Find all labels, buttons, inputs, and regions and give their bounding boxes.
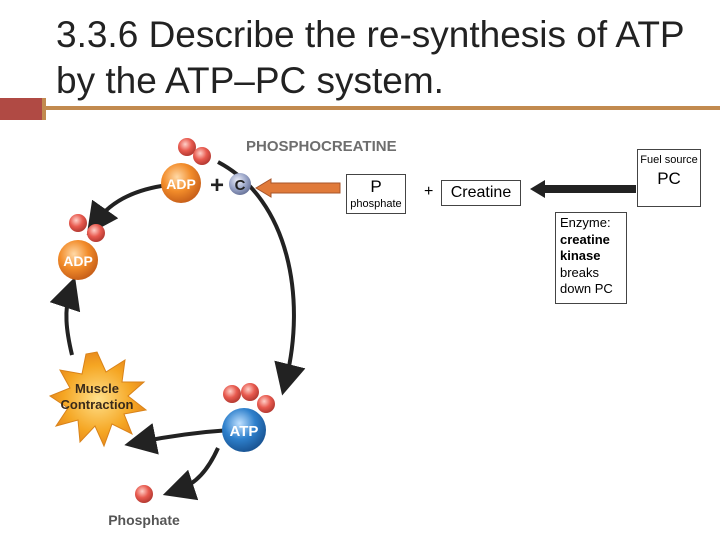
enzyme-prefix: Enzyme:	[560, 215, 611, 230]
enzyme-box	[555, 212, 627, 304]
plus-sign: +	[424, 183, 434, 200]
slide-title: 3.3.6 Describe the re-synthesis of ATP by the ATP–PC system.	[56, 14, 684, 101]
arrow-left-to-adp	[66, 292, 72, 355]
arrow-atp-to-muscle	[140, 430, 230, 442]
creatine-molecule	[229, 173, 251, 195]
adp-left-label: ADP	[63, 253, 93, 269]
phosphate-molecule	[108, 485, 180, 528]
enzyme-suffix-1: breaks	[560, 264, 600, 280]
arrow-top-to-right	[218, 162, 294, 380]
muscle-label-line2: Contraction	[60, 397, 134, 412]
phosphate-word: phosphate	[350, 198, 402, 210]
creatine-circle-label: C	[234, 177, 246, 194]
muscle-contraction-burst	[50, 352, 146, 446]
fuel-source-label: Fuel source	[640, 154, 698, 166]
adp-left-molecule	[58, 214, 105, 280]
fuel-pc-label: PC	[657, 169, 681, 188]
orange-arrow-left	[256, 179, 340, 197]
plus-sign-figure: +	[209, 172, 225, 199]
muscle-label-line1: Muscle	[74, 381, 120, 396]
adp-top-molecule	[161, 138, 211, 203]
enzyme-suffix-2: down PC	[560, 281, 613, 297]
black-arrow-left	[530, 180, 636, 198]
phosphate-letter: P	[370, 177, 382, 196]
enzyme-name-1: creatine	[560, 231, 610, 247]
atp-label: ATP	[229, 423, 259, 440]
fuel-source-box	[637, 149, 701, 207]
atp-molecule	[222, 383, 275, 452]
creatine-box: Creatine	[441, 180, 521, 206]
phosphate-box	[346, 174, 406, 214]
arrow-adp-top-to-left	[96, 185, 168, 222]
phosphocreatine-label: PHOSPHOCREATINE	[246, 138, 397, 155]
adp-top-label: ADP	[166, 176, 196, 192]
enzyme-name-2: kinase	[560, 248, 601, 264]
arrow-to-phosphate	[178, 448, 218, 490]
phosphate-figure-label: Phosphate	[108, 512, 180, 528]
